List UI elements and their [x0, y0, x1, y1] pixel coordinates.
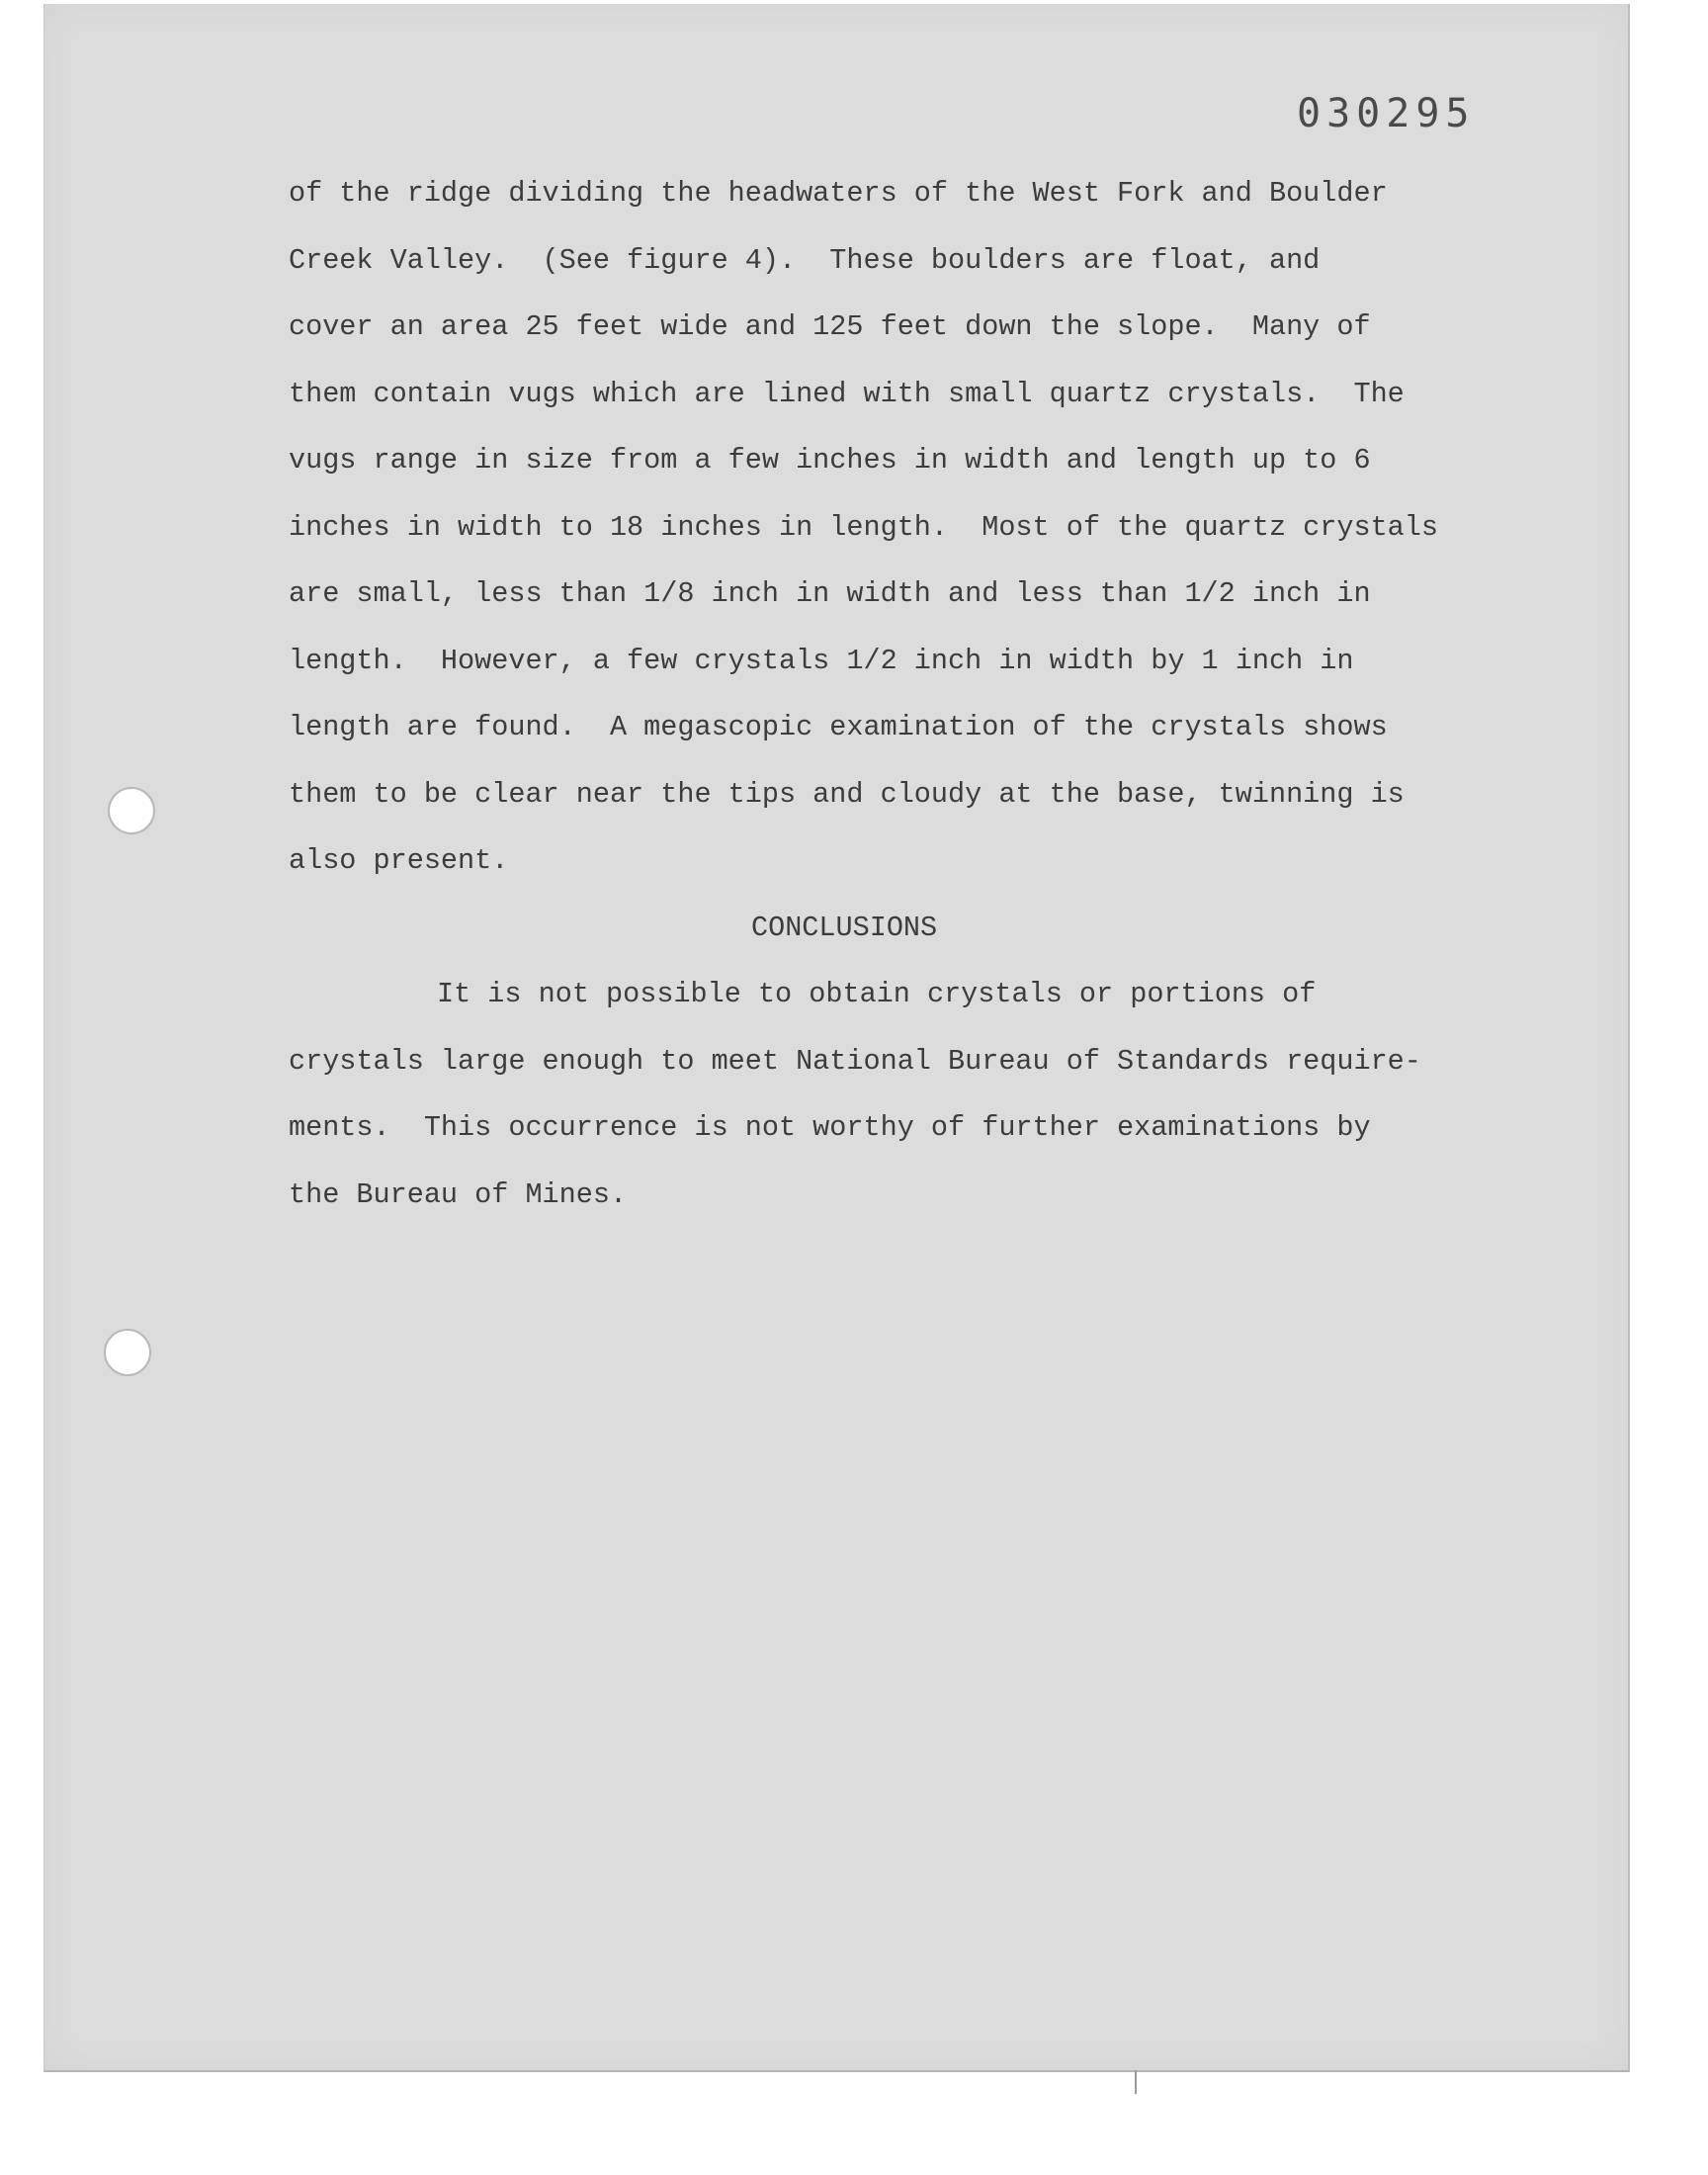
paragraph-line: of the ridge dividing the headwaters of the West Fork and Boulder — [289, 177, 1388, 210]
paragraph-line: them contain vugs which are lined with small quartz crystals. The — [289, 377, 1405, 410]
punch-hole-top — [108, 787, 155, 834]
page-number: 030295 — [1297, 91, 1476, 136]
paragraph-line: length. However, a few crystals 1/2 inch in width by 1 inch in — [289, 644, 1354, 677]
punch-hole-bottom — [104, 1329, 151, 1376]
paragraph-line: vugs range in size from a few inches in width and length up to 6 — [289, 444, 1371, 477]
paragraph-line: Creek Valley. (See figure 4). These boulders are float, and — [289, 243, 1321, 277]
paragraph-line: It is not possible to obtain crystals or portions of — [437, 978, 1317, 1010]
paragraph-line: them to be clear near the tips and cloudy at the base, twinning is — [289, 777, 1405, 811]
document-body — [289, 160, 1438, 1228]
section-heading: CONCLUSIONS — [751, 911, 938, 944]
paragraph-line: also present. — [289, 844, 509, 877]
paragraph-line: length are found. A megascopic examination of the crystals shows — [289, 711, 1388, 743]
paragraph-line: cover an area 25 feet wide and 125 feet down the slope. Many of — [289, 310, 1371, 343]
paragraph-line: ments. This occurrence is not worthy of further examinations by — [289, 1111, 1371, 1144]
paragraph-line: the Bureau of Mines. — [289, 1177, 628, 1211]
paragraph-line: crystals large enough to meet National Bureau of Standards require- — [289, 1044, 1421, 1078]
paragraph-line: inches in width to 18 inches in length. Most of the quartz crystals — [289, 510, 1438, 544]
scan-edge-mark — [1135, 2070, 1137, 2094]
paragraph-line: are small, less than 1/8 inch in width and less than 1/2 inch in — [289, 577, 1371, 610]
